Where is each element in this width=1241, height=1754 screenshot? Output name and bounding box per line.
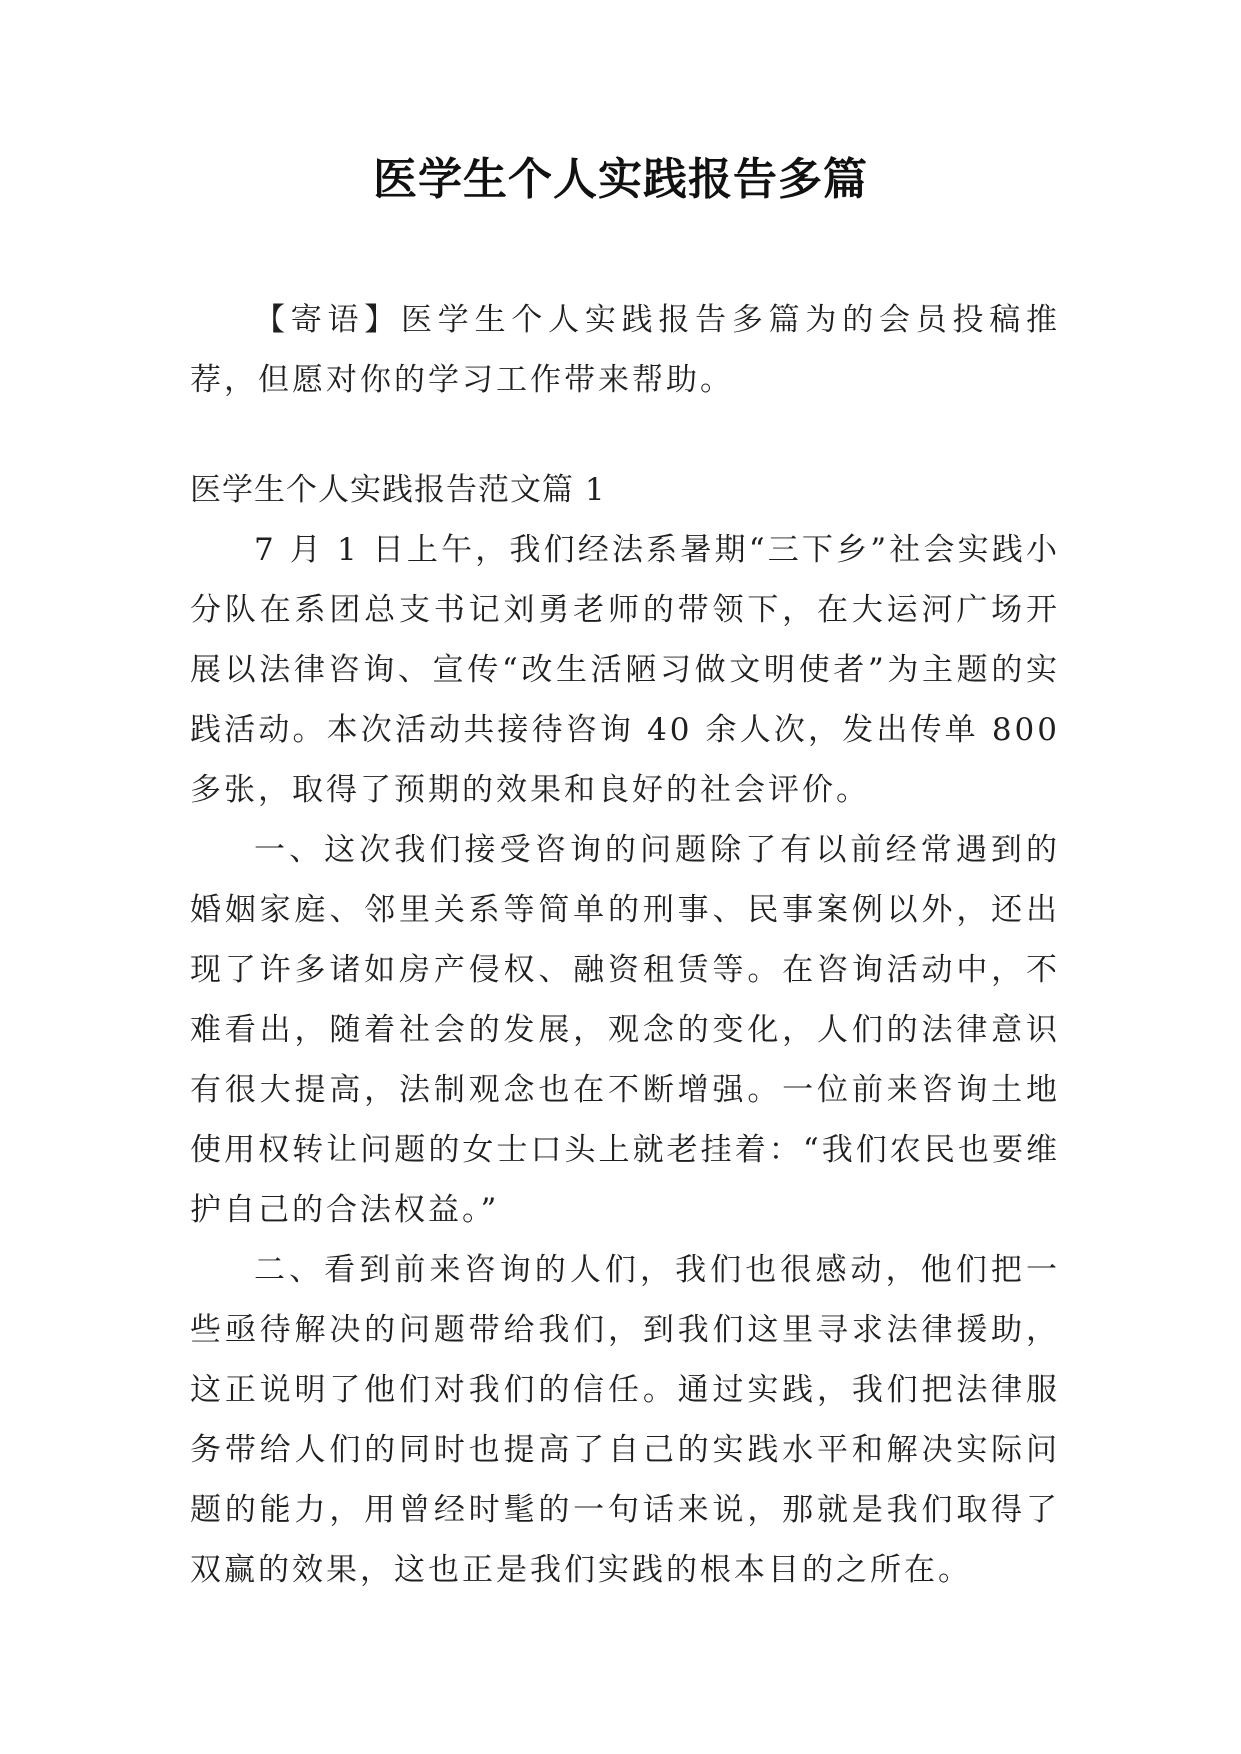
paragraph: 7 月 1 日上午，我们经法系暑期“三下乡”社会实践小分队在系团总支书记刘勇老师的带领下，在大运河广场开展以法律咨询、宣传“改生活陋习做文明使者”为主题的实践活动。本次活动共接待咨询 40 余人次，发出传单 800 多张，取得了预期的效果和良好的社会评价。 — [190, 532, 1060, 808]
paragraph: 二、看到前来咨询的人们，我们也很感动，他们把一些亟待解决的问题带给我们，到我们这里寻求法律援助，这正说明了他们对我们的信任。通过实践，我们把法律服务带给人们的同时也提高了自己的实践水平和解决实际问题的能力，用曾经时髦的一句话来说，那就是我们取得了双赢的效果，这也正是我们实践的根本目的之所在。 — [190, 1252, 1060, 1588]
paragraph: 一、这次我们接受咨询的问题除了有以前经常遇到的婚姻家庭、邻里关系等简单的刑事、民事案例以外，还出现了许多诸如房产侵权、融资租赁等。在咨询活动中，不难看出，随着社会的发展，观念的变化，人们的法律意识有很大提高，法制观念也在不断增强。一位前来咨询土地使用权转让问题的女士口头上就老挂着：“我们农民也要维护自己的合法权益。” — [190, 832, 1060, 1228]
document-title: 医学生个人实践报告多篇 — [373, 154, 868, 205]
section-heading: 医学生个人实践报告范文篇 1 — [190, 472, 606, 508]
intro-paragraph: 【寄语】医学生个人实践报告多篇为的会员投稿推荐，但愿对你的学习工作带来帮助。 — [190, 302, 1060, 398]
body-text — [190, 520, 1060, 1600]
